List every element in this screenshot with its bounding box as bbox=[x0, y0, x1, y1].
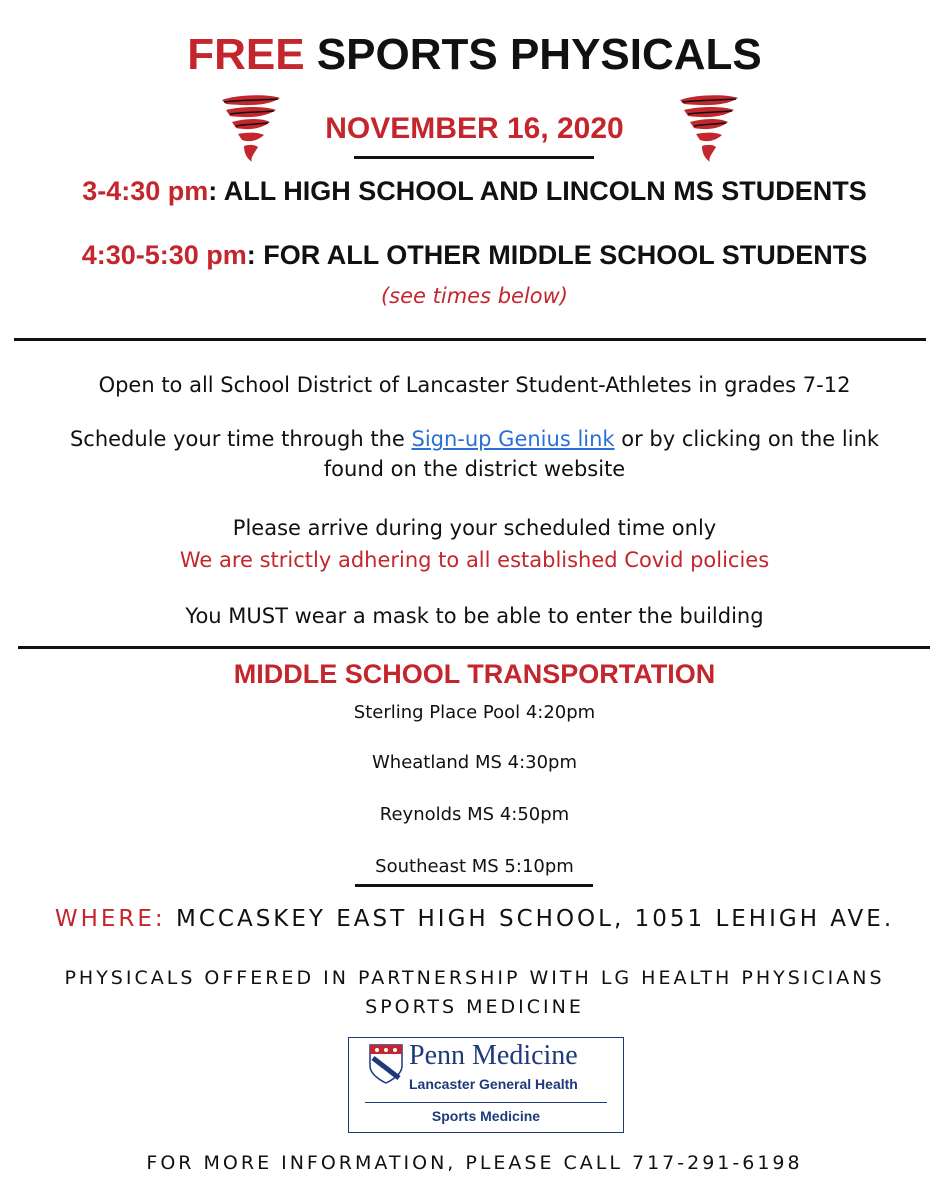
partnership-text bbox=[0, 964, 949, 1023]
time-slot-desc: : ALL HIGH SCHOOL AND LINCOLN MS STUDENTS bbox=[208, 176, 867, 206]
mask-text: You MUST wear a mask to be able to enter the building bbox=[185, 604, 764, 628]
time-slot-middle-school bbox=[0, 240, 949, 271]
schedule-after: or by clicking on the link bbox=[614, 427, 880, 451]
logo-name: Penn Medicine bbox=[409, 1040, 578, 1071]
divider bbox=[14, 338, 926, 341]
open-to-text: Open to all School District of Lancaster Student-Athletes in grades 7-12 bbox=[98, 373, 851, 397]
divider bbox=[18, 646, 930, 649]
time-slot-high-school bbox=[0, 176, 949, 207]
times-note: (see times below) bbox=[380, 284, 568, 308]
title-rest: SPORTS PHYSICALS bbox=[304, 30, 762, 79]
schedule-line2: found on the district website bbox=[323, 457, 626, 482]
signup-genius-link[interactable]: Sign-up Genius link bbox=[411, 427, 615, 451]
arrive-text: Please arrive during your scheduled time only bbox=[232, 516, 717, 540]
partnership-line2: SPORTS MEDICINE bbox=[365, 996, 584, 1019]
transport-heading: MIDDLE SCHOOL TRANSPORTATION bbox=[233, 659, 716, 689]
partnership-line1: PHYSICALS OFFERED IN PARTNERSHIP WITH LG HEALTH PHYSICIANS bbox=[64, 967, 885, 989]
time-slot-time: 3-4:30 pm bbox=[82, 176, 209, 206]
transport-stop: Reynolds MS 4:50pm bbox=[379, 804, 570, 825]
title-free: FREE bbox=[187, 30, 305, 79]
shield-icon bbox=[369, 1044, 403, 1084]
time-slot-time: 4:30-5:30 pm bbox=[81, 240, 247, 270]
event-date: NOVEMBER 16, 2020 bbox=[325, 112, 624, 145]
schedule-text bbox=[0, 424, 949, 485]
location-address: MCCASKEY EAST HIGH SCHOOL, 1051 LEHIGH AVE. bbox=[165, 906, 895, 932]
transport-stop: Sterling Place Pool 4:20pm bbox=[353, 702, 596, 723]
logo-sub: Lancaster General Health bbox=[409, 1076, 578, 1092]
penn-medicine-logo bbox=[348, 1037, 624, 1133]
page-title bbox=[0, 30, 949, 80]
location-label: WHERE: bbox=[54, 906, 166, 932]
transport-stop: Southeast MS 5:10pm bbox=[375, 856, 574, 877]
logo-dept: Sports Medicine bbox=[431, 1108, 541, 1124]
time-slot-desc: : FOR ALL OTHER MIDDLE SCHOOL STUDENTS bbox=[246, 240, 868, 270]
contact-text: FOR MORE INFORMATION, PLEASE CALL 717-291-6198 bbox=[146, 1152, 803, 1174]
transport-stop: Wheatland MS 4:30pm bbox=[371, 752, 577, 773]
covid-text: We are strictly adhering to all established Covid policies bbox=[179, 548, 770, 572]
location bbox=[0, 906, 949, 932]
logo-divider bbox=[365, 1102, 607, 1103]
schedule-before: Schedule your time through the bbox=[69, 427, 412, 451]
date-underline bbox=[354, 156, 594, 159]
stops-underline bbox=[355, 884, 593, 887]
